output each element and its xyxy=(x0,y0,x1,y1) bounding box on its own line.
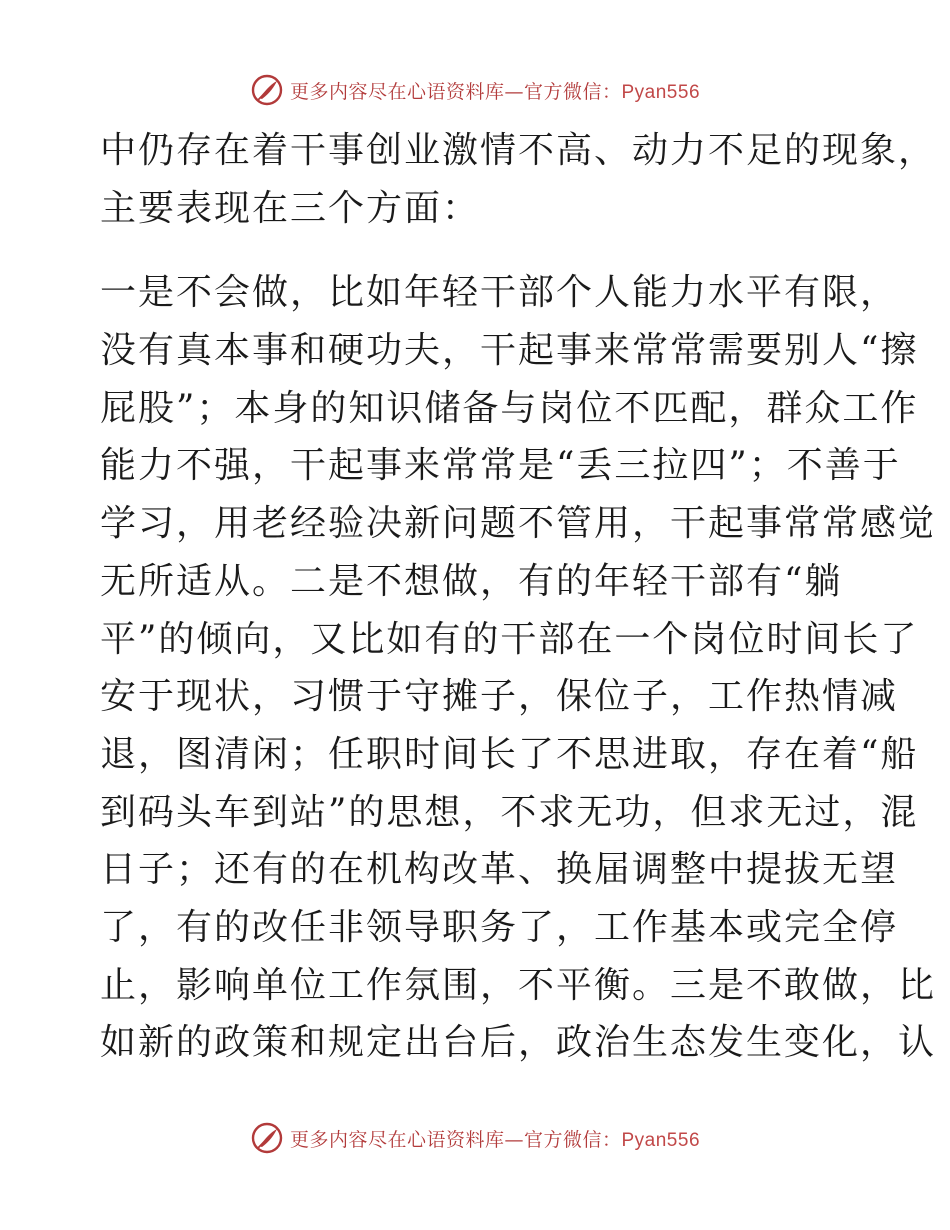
feather-logo-icon xyxy=(250,1121,284,1155)
text-line-11: 退，图清闲；任职时间长了不思进取，存在着“船 xyxy=(100,733,919,775)
text-line-7: 学习，用老经验决新问题不管用，干起事常常感觉 xyxy=(100,503,937,545)
text-line-12: 到码头车到站”的思想，不求无功，但求无过，混 xyxy=(100,791,919,833)
feather-logo-icon xyxy=(250,73,284,107)
text-line-1: 中仍存在着干事创业激情不高、动力不足的现象， xyxy=(100,130,937,171)
wechat-id: Pyan556 xyxy=(621,1129,701,1151)
watermark-text: 更多内容尽在心语资料库—官方微信：Pyan556 xyxy=(289,1128,701,1151)
text-line-15: 止，影响单位工作氛围，不平衡。三是不敢做，比 xyxy=(100,964,937,1006)
footer-watermark xyxy=(0,1118,950,1158)
header-watermark xyxy=(0,70,950,110)
watermark-text: 更多内容尽在心语资料库—官方微信：Pyan556 xyxy=(289,80,701,103)
text-line-16: 如新的政策和规定出台后，政治生态发生变化，认 xyxy=(100,1022,937,1064)
text-line-9: 平”的倾向，又比如有的干部在一个岗位时间长了 xyxy=(100,618,919,660)
text-line-8: 无所适从。二是不想做，有的年轻干部有“躺 xyxy=(100,560,843,602)
document-body xyxy=(100,122,937,1072)
text-line-2: 主要表现在三个方面： xyxy=(100,187,481,229)
text-line-13: 日子；还有的在机构改革、换届调整中提拔无望 xyxy=(100,849,899,891)
text-line-5: 屁股”；本身的知识储备与岗位不匹配，群众工作 xyxy=(100,387,919,429)
text-line-10: 安于现状，习惯于守摊子，保位子，工作热情减 xyxy=(100,676,899,718)
wechat-id: Pyan556 xyxy=(621,81,701,103)
text-line-6: 能力不强，干起事来常常是“丢三拉四”；不善于 xyxy=(100,445,901,487)
text-line-3: 一是不会做，比如年轻干部个人能力水平有限， xyxy=(100,272,899,314)
text-line-14: 了，有的改任非领导职务了，工作基本或完全停 xyxy=(100,906,899,948)
text-line-4: 没有真本事和硬功夫，干起事来常常需要别人“擦 xyxy=(100,330,919,372)
